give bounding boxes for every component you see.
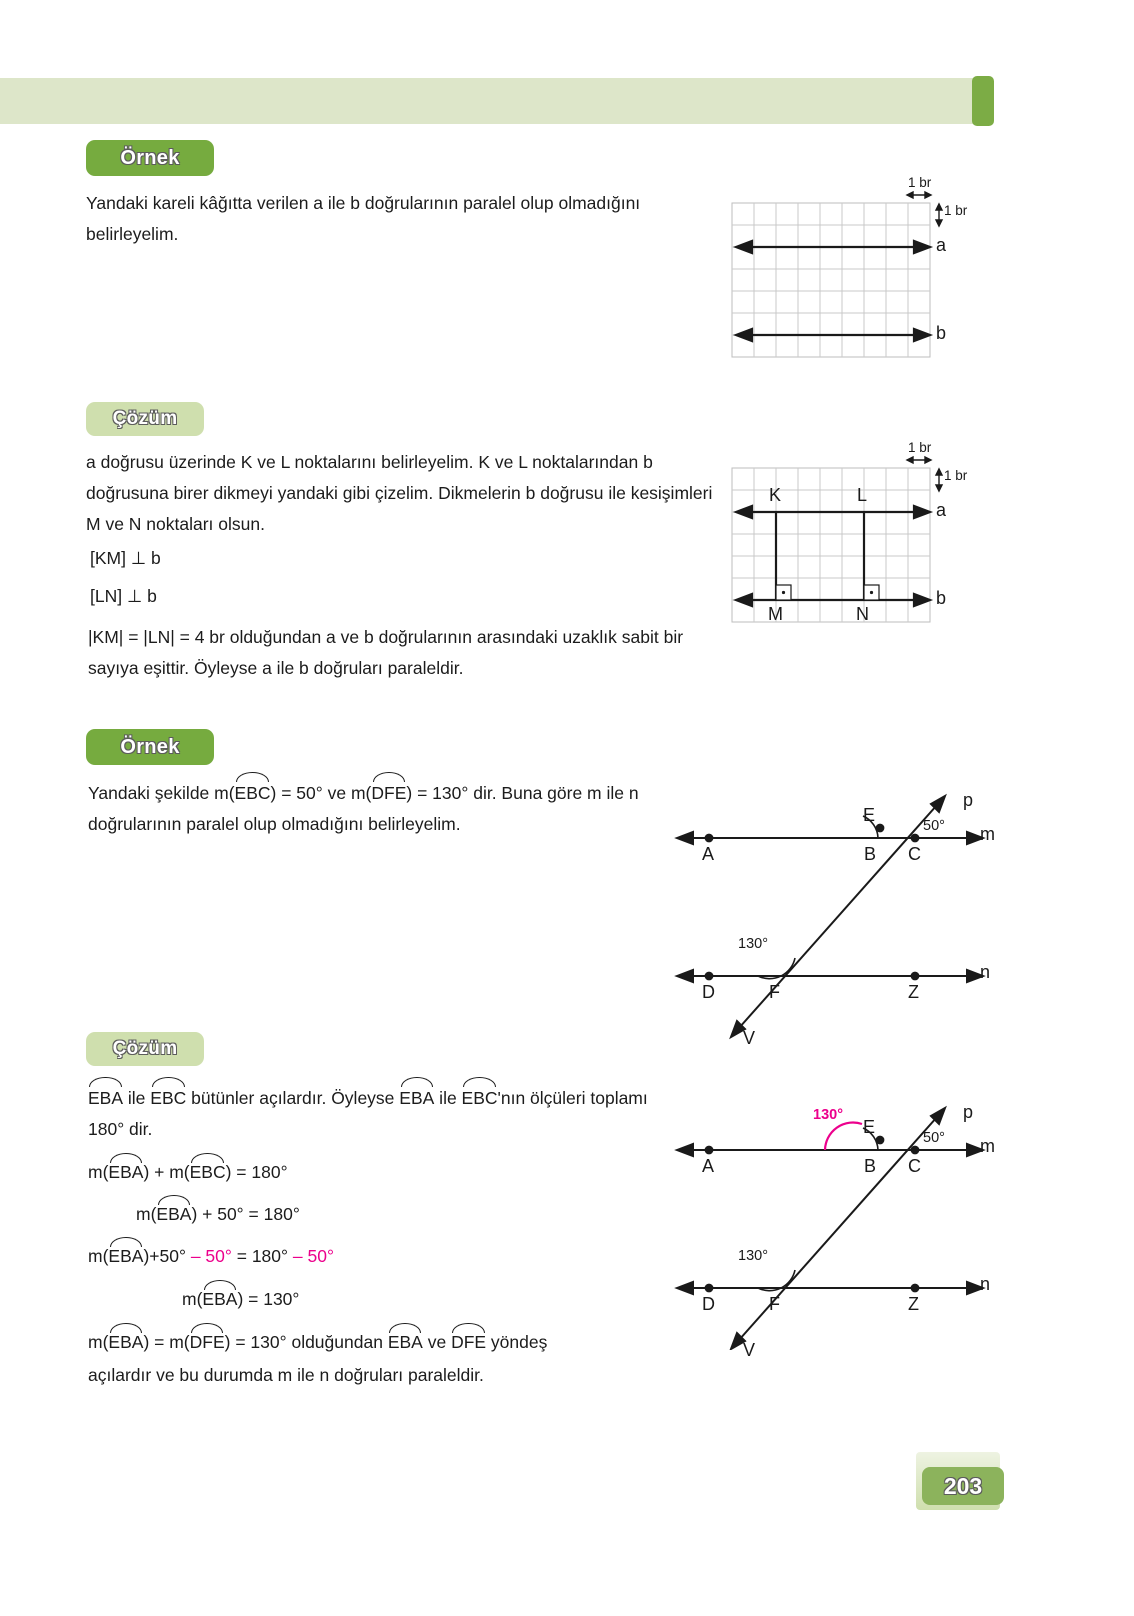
eq4-tail: ) = 130° [237,1289,300,1309]
solution2-equation-2 [136,1200,300,1227]
angles1-point-c-label: C [908,844,921,864]
grid2-unit-label-horizontal: 1 br [908,440,932,455]
grid1-unit-label-horizontal: 1 br [908,175,932,190]
solution2-intro-part-4: bütünler açılardır. Öyleyse [186,1088,400,1108]
solution2-equation-3 [88,1242,334,1269]
eq3-subtract-right: – 50° [292,1246,334,1266]
example2-text [88,777,668,840]
right-angle-mark-n [864,585,879,600]
concl-part-3: ) = 130° olduğundan [224,1332,388,1352]
solution2-conclusion-line1 [88,1328,547,1355]
angles1-point-f-label: F [769,982,780,1002]
solution1-line-km: [KM] ⊥ b [90,548,161,568]
angles2-point-v-label: V [743,1340,756,1360]
solution2-intro-part-2: ile [123,1088,151,1108]
badge-cozum-1 [86,402,204,436]
concl-part-5: yöndeş [486,1332,548,1352]
eq3-mid: )+50° [143,1246,191,1266]
eq1-plus: ) + m( [143,1162,190,1182]
angles1-point-v-label: V [743,1028,756,1048]
grid2-line-b-label: b [936,588,947,608]
eq1-prefix: m( [88,1162,109,1182]
eq4-prefix: m( [182,1289,203,1309]
angles2-point-b-label: B [864,1156,877,1176]
unit-markers [907,192,942,226]
line-a [736,241,930,253]
eq2-tail: ) + 50° = 180° [191,1204,300,1224]
angle-eba-notation: EBA [202,1285,237,1312]
solution2-intro-part-6: ile [434,1088,462,1108]
angle-ebc-notation: EBC [150,1082,186,1114]
grid2-point-l-label: L [857,485,868,505]
line-b [736,594,930,606]
solution1-text: a doğrusu üzerinde K ve L noktalarını belirleyelim. K ve L noktalarından b doğrusuna birer dikmeyi yandaki gibi çizelim. Dikmelerin b doğrusu ile kesişimleri M ve N noktaları olsun. [86,452,713,534]
header-accent-tab [972,76,994,126]
angles2-angle-130-top-label: 130° [813,1107,843,1123]
grid1-unit-label-vertical: 1 br [944,203,968,218]
angles2-line-m-label: m [980,1136,995,1156]
example2-text-part-a: Yandaki şekilde m( [88,783,235,803]
solution1-line-ln: [LN] ⊥ b [90,586,157,606]
solution2-intro [88,1082,668,1145]
line-n [677,1282,983,1294]
eq2-prefix: m( [136,1204,157,1224]
grid2-point-n-label: N [856,604,869,624]
angle-dfe-notation-2: DFE [451,1328,486,1355]
angles1-line-m-label: m [980,824,995,844]
concl-part-2: ) = m( [143,1332,190,1352]
line-n [677,970,983,982]
solution2-equation-4 [182,1285,299,1312]
eq3-equals: = 180° [231,1246,293,1266]
unit-markers [907,457,942,491]
angle-ebc-notation: EBC [235,777,271,809]
badge-cozum-2 [86,1032,204,1066]
right-angle-mark-m [776,585,791,600]
angle-dfe-notation: DFE [190,1328,225,1355]
line-b [736,329,930,341]
angle-eba-notation-2: EBA [399,1082,434,1114]
badge-ornek-1 [86,140,214,176]
page-number-label: 203 [943,1472,983,1499]
line-a [736,506,930,518]
angles2-point-d-label: D [702,1294,715,1314]
angles1-angle-130-label: 130° [738,936,768,952]
badge-label: Çözüm [112,408,178,429]
eq3-subtract-left: – 50° [190,1246,232,1266]
angles2-point-e-label: E [863,1117,876,1137]
angles1-point-a-label: A [702,844,715,864]
angles2-point-f-label: F [769,1294,780,1314]
angles1-point-e-label: E [863,805,876,825]
arc-130-degrees-highlight [825,1123,862,1150]
angles2-ray-p-label: p [963,1102,974,1122]
example2-text-part-c: ) = 130° dir. Buna göre m ile n doğrularının paralel olup olmadığını belirleyelim. [88,783,639,834]
angle-ebc-notation: EBC [190,1158,226,1185]
angle-eba-notation: EBA [156,1200,191,1227]
eq3-prefix: m( [88,1246,109,1266]
angles1-angle-50-label: 50° [923,818,945,834]
grid1-line-b-label: b [936,323,947,343]
solution2-equation-1 [88,1158,288,1185]
angles1-svg [665,778,1005,1048]
badge-label: Örnek [120,146,180,169]
grid2-point-k-label: K [769,485,782,505]
angles2-line-n-label: n [980,1274,991,1294]
badge-label: Çözüm [112,1038,178,1059]
figure-transversal-2 [665,1080,1005,1360]
figure-transversal-1 [665,778,1005,1053]
angle-eba-notation: EBA [108,1328,143,1355]
angles1-line-n-label: n [980,962,991,982]
solution1-line-conclusion: |KM| = |LN| = 4 br olduğundan a ve b doğrularının arasındaki uzaklık sabit bir sayıya eşittir. Öyleyse a ile b doğruları paraleldir. [88,627,684,678]
angles2-angle-130-bottom-label: 130° [738,1248,768,1264]
concl-part-4: ve [422,1332,452,1352]
grid2-unit-label-vertical: 1 br [944,468,968,483]
grid1-line-a-label: a [936,235,947,255]
angles2-point-c-label: C [908,1156,921,1176]
page-number-badge [922,1467,1004,1505]
concl-part-1: m( [88,1332,109,1352]
angle-eba-notation: EBA [108,1158,143,1185]
solution2-conclusion-line2: açılardır ve bu durumda m ile n doğruları paraleldir. [88,1365,484,1385]
angles1-ray-p-label: p [963,790,974,810]
example2-text-part-b: ) = 50° ve m( [270,783,372,803]
point-e-dot [877,825,884,832]
angles1-point-d-label: D [702,982,715,1002]
figure-grid-parallel-lines [718,175,988,395]
angle-eba-notation: EBA [108,1242,143,1269]
badge-ornek-2 [86,729,214,765]
grid2-line-a-label: a [936,500,947,520]
eq1-tail: ) = 180° [225,1162,288,1182]
angles1-point-b-label: B [864,844,877,864]
angles2-point-z-label: Z [908,1294,919,1314]
figure-grid-perpendiculars [718,440,988,660]
example1-text: Yandaki kareli kâğıtta verilen a ile b doğrularının paralel olup olmadığını belirleyelim. [86,193,641,244]
angle-dfe-notation: DFE [371,777,406,809]
angles1-point-z-label: Z [908,982,919,1002]
header-band [0,78,988,124]
point-e-dot [877,1137,884,1144]
angle-ebc-notation-2: EBC [462,1082,498,1114]
angle-eba-notation-2: EBA [388,1328,423,1355]
grid2-point-m-label: M [768,604,783,624]
angle-eba-notation: EBA [88,1082,123,1114]
solution2-intro-part-8: 'nın ölçüleri toplamı 180° dir. [88,1088,648,1139]
angles2-point-a-label: A [702,1156,715,1176]
badge-label: Örnek [120,735,180,758]
angles2-angle-50-label: 50° [923,1130,945,1146]
